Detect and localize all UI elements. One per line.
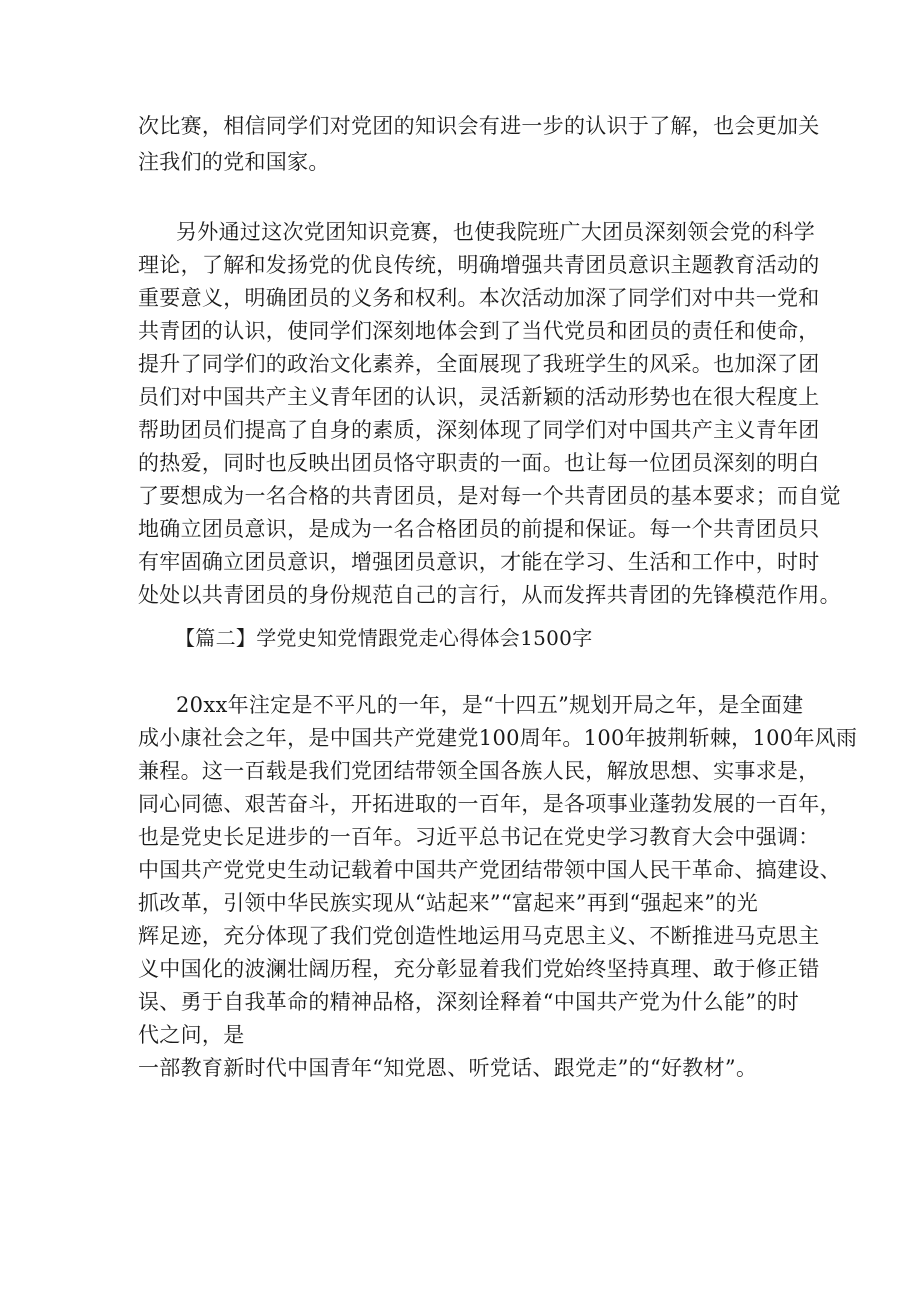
text-line: 中国共产党党史生动记载着中国共产党团结带领中国人民干革命、搞建设、 xyxy=(138,858,841,882)
text-line: 次比赛，相信同学们对党团的知识会有进一步的认识于了解，也会更加关 xyxy=(138,114,820,138)
text-line: 抓改革，引领中华民族实现从“站起来”“富起来”再到“强起来”的光 xyxy=(138,891,759,915)
text-line: 重要意义，明确团员的义务和权利。本次活动加深了同学们对中共一党和 xyxy=(138,286,820,310)
text-line: 代之问，是 xyxy=(138,1023,245,1047)
text-line: 有牢固确立团员意识，增强团员意识，才能在学习、生活和工作中，时时 xyxy=(138,550,820,574)
paragraph-first-line: 另外通过这次党团知识竞赛，也使我院班广大团员深刻领会党的科学 xyxy=(176,220,815,244)
text-line: 的热爱，同时也反映出团员恪守职责的一面。也让每一位团员深刻的明白 xyxy=(138,451,820,475)
text-line: 理论，了解和发扬党的优良传统，明确增强共青团员意识主题教育活动的 xyxy=(138,253,820,277)
text-line: 同心同德、艰苦奋斗，开拓进取的一百年，是各项事业蓬勃发展的一百年， xyxy=(138,792,841,816)
text-line: 帮助团员们提高了自身的素质，深刻体现了同学们对中国共产主义青年团 xyxy=(138,418,820,442)
text-line: 成小康社会之年，是中国共产党建党100周年。100年披荆斩棘，100年风雨 xyxy=(138,726,858,750)
text-line: 提升了同学们的政治文化素养，全面展现了我班学生的风采。也加深了团 xyxy=(138,352,820,376)
text-line: 地确立团员意识，是成为一名合格团员的前提和保证。每一个共青团员只 xyxy=(138,517,820,541)
section-heading: 【篇二】学党史知党情跟党走心得体会1500字 xyxy=(175,626,593,650)
text-line: 也是党史长足进步的一百年。习近平总书记在党史学习教育大会中强调： xyxy=(138,825,820,849)
paragraph-first-line: 20xx年注定是不平凡的一年，是“十四五”规划开局之年，是全面建 xyxy=(176,693,804,717)
text-line: 辉足迹，充分体现了我们党创造性地运用马克思主义、不断推进马克思主 xyxy=(138,924,820,948)
text-line: 义中国化的波澜壮阔历程，充分彰显着我们党始终坚持真理、敢于修正错 xyxy=(138,957,820,981)
text-line: 了要想成为一名合格的共青团员，是对每一个共青团员的基本要求；而自觉 xyxy=(138,484,841,508)
text-line: 误、勇于自我革命的精神品格，深刻诠释着“中国共产党为什么能”的时 xyxy=(138,990,800,1014)
text-line: 一部教育新时代中国青年“知党恩、听党话、跟党走”的“好教材”。 xyxy=(138,1056,758,1080)
text-line: 员们对中国共产主义青年团的认识，灵活新颖的活动形势也在很大程度上 xyxy=(138,385,820,409)
text-line: 注我们的党和国家。 xyxy=(138,150,330,174)
text-line: 共青团的认识，使同学们深刻地体会到了当代党员和团员的责任和使命， xyxy=(138,319,820,343)
text-line: 兼程。这一百载是我们党团结带领全国各族人民，解放思想、实事求是， xyxy=(138,759,820,783)
text-line: 处处以共青团员的身份规范自己的言行，从而发挥共青团的先锋模范作用。 xyxy=(138,583,841,607)
